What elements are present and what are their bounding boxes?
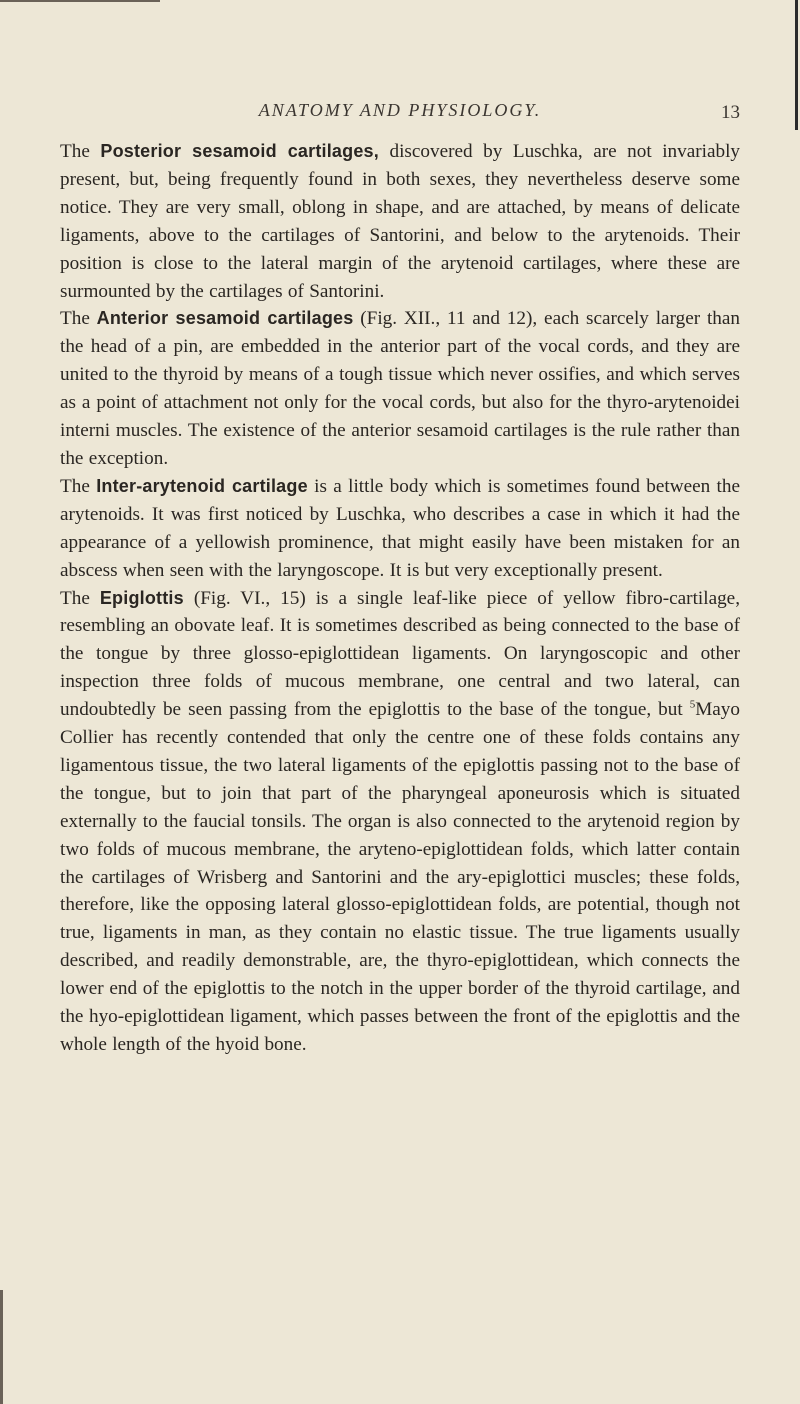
page-header [60,96,740,128]
paragraph-anterior-sesamoid [60,305,740,472]
paragraph-lead: The [60,308,97,330]
paragraph-lead: The [60,141,101,162]
paragraph-lead: The [60,475,97,497]
page-edge-right [795,0,798,130]
footnote-reference: 5 [689,698,696,711]
paragraph-posterior-sesamoid [60,138,740,305]
paragraph-text: discovered by Luschka, are not invariably present, but, being frequently found in both sexes, they nevertheless deserve some notice. They are very small, oblong in shape, and are attached, by means of delicate ligaments, above to the cartilages of Santorini, and below to the arytenoids. Their position is close to the lateral margin of the arytenoid cartilages, where these are surmounted by the cartilages of Santorini. [60,141,740,302]
page-number: 13 [721,102,740,123]
page-edge-left [0,1290,3,1404]
term-heading: Posterior sesamoid cartilages, [100,141,379,161]
paragraph-text: is a little body which is sometimes found between the arytenoids. It was first noticed by Luschka, who describes a case in which it had the appearance of a yellowish prominence, that might easily have been mistaken for an abscess when seen with the laryngoscope. It is but very exceptionally present. [60,475,740,581]
term-heading: Epiglottis [99,587,184,608]
paragraph-inter-arytenoid [60,473,740,585]
term-heading: Inter-arytenoid cartilage [96,475,308,496]
term-heading: Anterior sesamoid cartilages [96,308,354,329]
paragraph-text: Mayo Collier has recently contended that only the centre one of these folds contains any ligamentous tissue, the two lateral ligaments of the epiglottis passing not to the base of the tongue, but to join that part of the pharyngeal aponeurosis which is situated externally to the faucial tonsils. The organ is also connected to the arytenoid region by two folds of mucous membrane, the aryteno-epiglottidean folds, which latter contain the cartilages of Wrisberg and Santorini and the ary-epiglottici muscles; these folds, therefore, like the opposing lateral glosso-epiglottidean folds, are potential, though not true, ligaments in man, as they contain no elastic tissue. The true ligaments usually described, and readily demonstrable, are, the thyro-epiglottidean, which connects the lower end of the epiglottis to the notch in the upper border of the thyroid cartilage, and the hyo-epiglottidean ligament, which passes between the front of the epiglottis and the whole length of the hyoid bone. [60,699,740,1055]
paragraph-text: (Fig. XII., 11 and 12), each scarcely larger than the head of a pin, are embedded in the anterior part of the vocal cords, and they are united to the thyroid by means of a tough tissue which never ossifies, and which serves as a point of attachment not only for the vocal cords, but also for the thyro-arytenoidei interni muscles. The existence of the anterior sesamoid cartilages is the rule rather than the exception. [60,308,740,469]
paragraph-epiglottis [60,585,740,1059]
paragraph-lead: The [60,587,100,609]
running-title: ANATOMY AND PHYSIOLOGY. [258,100,542,120]
body-text [60,138,740,1059]
page-edge-top [0,0,160,2]
paragraph-text: (Fig. VI., 15) is a single leaf-like piece of yellow fibro-cartilage, resembling an obovate leaf. It is sometimes described as being connected to the base of the tongue by three glosso-epiglottidean ligaments. On laryngoscopic and other inspection three folds of mucous membrane, one central and two lateral, can undoubtedly be seen passing from the epiglottis to the base of the tongue, but [60,587,740,721]
